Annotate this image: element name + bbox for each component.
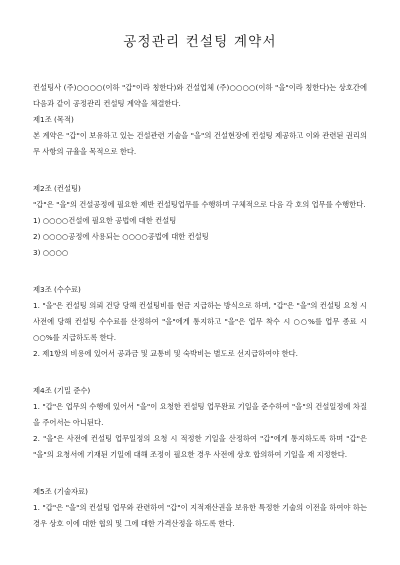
article-paragraph: 1. "을"은 컨설팅 의뢰 건당 당해 컨설팅비를 현금 지급하는 방식으로 하며, "갑"은 "을"의 컨설팅 요청 시 사전에 당해 컨설팅 수수료를 산정하여 "을"에게 통지하고 "을"은 업무 착수 시 ○○%를 업무 종료 시 ○○%를 지급하도록 한다.: [33, 301, 367, 342]
list-item: 3) ○○○○: [33, 248, 69, 257]
article-3: [33, 282, 367, 362]
article-heading: 제4조 (기밀 준수): [33, 386, 91, 395]
article-heading: 제1조 (목적): [33, 115, 74, 124]
article-paragraph: 1. "갑"은 업무의 수행에 있어서 "을"이 요청한 컨설팅 업무완료 기일을 준수하여 "을"의 건설일정에 차질을 주어서는 아니된다.: [33, 402, 367, 427]
article-heading: 제3조 (수수료): [33, 285, 81, 294]
list-item: 1) ○○○○건설에 필요한 공법에 대한 컨설팅: [33, 216, 177, 225]
article-paragraph: "갑"은 "을"의 건설공정에 필요한 제반 컨설팅업무를 수행하며 구체적으로 다음 각 호의 업무를 수행한다.: [33, 200, 366, 209]
article-5: [33, 484, 367, 532]
article-paragraph: 본 계약은 "갑"이 보유하고 있는 건설관련 기술을 "을"의 건설현장에 컨설팅 제공하고 이와 관련된 권리의무 사항의 규율을 목적으로 한다.: [33, 131, 367, 156]
article-paragraph: 2. 제1항의 비용에 있어서 공과금 및 교통비 및 숙박비는 별도로 선지급하여야 한다.: [33, 349, 298, 358]
document-title: 공정관리 컨설팅 계약서: [123, 34, 277, 50]
article-paragraph: 2. "을"은 사전에 컨설팅 업무일정의 요청 시 적정한 기일을 산정하여 "갑"에게 통지하도록 하며 "갑"은 "을"의 요청서에 기재된 기일에 대해 조정이 필요한 경우 사전에 상호 합의하여 기일을 재 지정한다.: [33, 434, 367, 459]
list-item: 2) ○○○○공정에 사용되는 ○○○○공법에 대한 컨설팅: [33, 232, 209, 241]
article-paragraph: 1. "갑"은 "을"의 컨설팅 업무와 관련하여 "갑"이 지적재산권을 보유한 특정한 기술의 이전을 하여야 하는 경우 상호 이에 대한 협의 및 그에 대한 가격산정을 하도록 한다.: [33, 503, 367, 528]
intro-paragraph: 컨설팅사 (주)○○○○(이하 "갑"이라 칭한다)와 건설업체 (주)○○○○(이하 "을"이라 칭한다)는 상호간에 다음과 같이 공정관리 컨설팅 계약을 체결한다.: [33, 83, 367, 108]
article-4: [33, 383, 367, 463]
article-heading: 제5조 (기술자료): [33, 487, 88, 496]
article-2: [33, 181, 367, 261]
article-1: [33, 112, 367, 160]
article-heading: 제2조 (컨설팅): [33, 184, 81, 193]
